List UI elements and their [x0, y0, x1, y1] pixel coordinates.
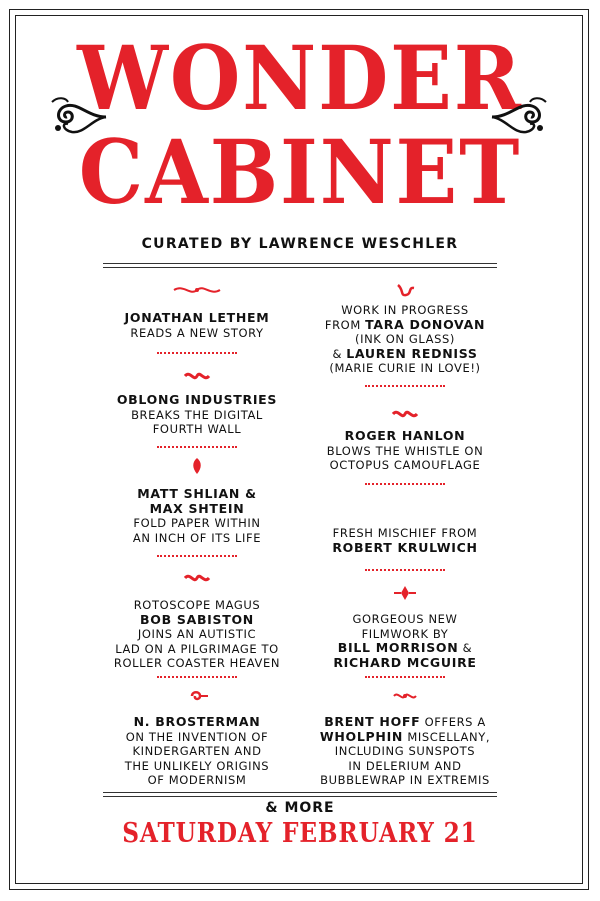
- artist-name: ROGER HANLON: [344, 428, 466, 443]
- artist-name: RICHARD MCGUIRE: [333, 654, 477, 670]
- list-item: [92, 487, 302, 545]
- item-line: FROM TARA DONOVAN: [324, 316, 486, 332]
- artist-name: TARA DONOVAN: [365, 316, 486, 332]
- item-line: OF MODERNISM: [147, 773, 247, 787]
- item-line: FILMWORK BY: [361, 626, 449, 641]
- item-line: BUBBLEWRAP IN EXTREMIS: [320, 773, 490, 787]
- ornament-icon: [390, 282, 420, 298]
- artist-name: JONATHAN LETHEM: [124, 310, 270, 325]
- list-item: [92, 598, 302, 671]
- event-date: SATURDAY FEBRUARY 21: [122, 818, 478, 849]
- ornament-icon: [182, 570, 212, 586]
- list-item: [92, 311, 302, 340]
- item-line: BILL MORRISON &: [337, 640, 473, 655]
- item-line: FOLD PAPER WITHIN: [133, 516, 261, 530]
- ornament-icon: [182, 456, 212, 476]
- dotted-divider: [365, 483, 445, 485]
- item-line: KINDERGARTEN AND: [132, 744, 262, 758]
- artist-name: ROBERT KRULWICH: [332, 539, 478, 555]
- item-line: & LAUREN REDNISS: [332, 345, 478, 361]
- list-item: [92, 393, 302, 437]
- item-line: WHOLPHIN MISCELLANY,: [319, 728, 491, 744]
- item-line: ON THE INVENTION OF: [125, 729, 269, 744]
- item-line: JOINS AN AUTISTIC: [137, 627, 257, 641]
- item-line: LAD ON A PILGRIMAGE TO: [115, 641, 279, 656]
- item-line: (MARIE CURIE IN LOVE!): [329, 361, 481, 375]
- dotted-divider: [157, 555, 237, 557]
- item-line: WORK IN PROGRESS: [341, 303, 469, 317]
- dotted-divider: [365, 385, 445, 387]
- item-line: GORGEOUS NEW: [352, 612, 458, 626]
- artist-name: WHOLPHIN: [319, 728, 404, 744]
- item-line: (INK ON GLASS): [355, 332, 455, 346]
- ornament-icon: [390, 688, 420, 704]
- ornament-icon: [182, 368, 212, 384]
- dotted-divider: [157, 352, 237, 354]
- item-line: BLOWS THE WHISTLE ON: [326, 443, 484, 458]
- ornament-icon: [182, 688, 212, 704]
- ornament-icon: [172, 282, 222, 298]
- item-line: IN DELERIUM AND: [348, 758, 462, 773]
- artist-name: OBLONG INDUSTRIES: [116, 392, 278, 407]
- list-item: [300, 526, 510, 555]
- curator-line: CURATED BY LAWRENCE WESCHLER: [141, 236, 459, 252]
- title-line-2: CABINET: [78, 120, 522, 224]
- item-line: BRENT HOFF OFFERS A: [324, 714, 486, 729]
- item-line: BREAKS THE DIGITAL: [131, 407, 263, 422]
- and-more-line: & MORE: [265, 800, 335, 816]
- item-line: AN INCH OF ITS LIFE: [132, 530, 262, 545]
- list-item: [300, 429, 510, 473]
- artist-name: BILL MORRISON: [337, 640, 459, 655]
- artist-name: N. BROSTERMAN: [133, 714, 261, 729]
- item-line: THE UNLIKELY ORIGINS: [124, 758, 270, 773]
- item-line: ROLLER COASTER HEAVEN: [113, 656, 281, 670]
- dotted-divider: [365, 569, 445, 571]
- right-column: [300, 0, 510, 800]
- title-line-1: WONDER: [77, 26, 523, 130]
- artist-name: MATT SHLIAN &: [137, 486, 257, 501]
- artist-name: LAUREN REDNISS: [346, 345, 478, 361]
- item-line: FRESH MISCHIEF FROM: [332, 526, 478, 540]
- item-line: FOURTH WALL: [152, 422, 242, 436]
- dotted-divider: [157, 446, 237, 448]
- list-item: [92, 715, 302, 788]
- dotted-divider: [157, 676, 237, 678]
- left-column: [92, 0, 302, 800]
- list-item: [300, 612, 510, 670]
- divider-rule: [103, 792, 497, 793]
- ornament-icon: [390, 406, 420, 422]
- item-line: READS A NEW STORY: [130, 325, 264, 340]
- item-line: ROTOSCOPE MAGUS: [133, 598, 261, 612]
- artist-name: BOB SABISTON: [140, 611, 254, 627]
- dotted-divider: [365, 676, 445, 678]
- artist-name: BRENT HOFF: [324, 714, 421, 729]
- item-line: OCTOPUS CAMOUFLAGE: [329, 458, 481, 472]
- item-line: INCLUDING SUNSPOTS: [334, 744, 476, 758]
- divider-rule: [103, 796, 497, 797]
- artist-name: MAX SHTEIN: [149, 500, 245, 516]
- list-item: [300, 715, 510, 788]
- ornament-icon: [390, 584, 420, 602]
- list-item: [300, 303, 510, 376]
